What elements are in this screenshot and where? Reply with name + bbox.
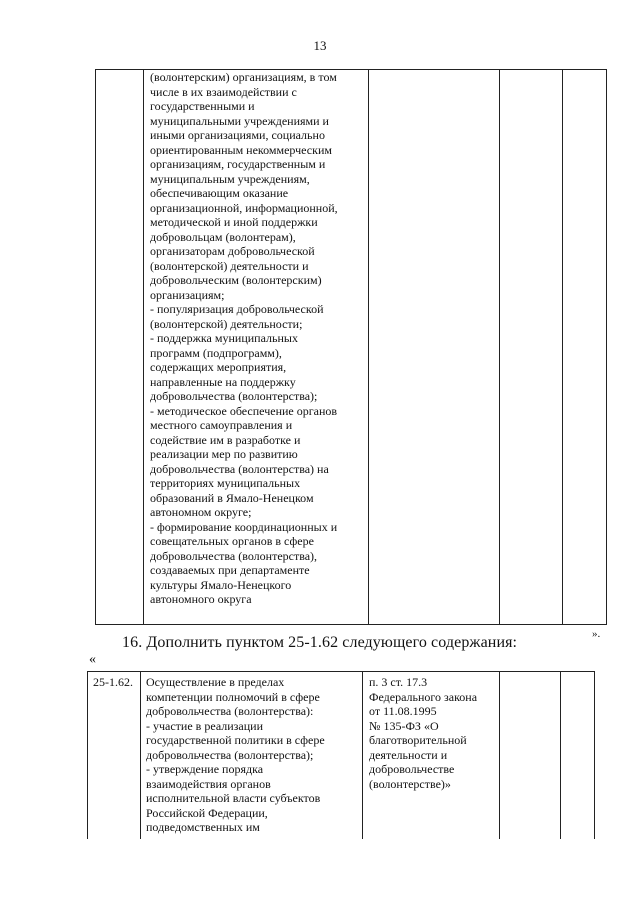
top-table-col-line-6: [606, 69, 607, 625]
instruction-heading: 16. Дополнить пунктом 25-1.62 следующего содержания:: [122, 634, 518, 651]
top-table-col-line-5: [562, 69, 563, 625]
bottom-table-col-line-6: [594, 671, 595, 839]
bottom-table-col-line-1: [87, 671, 88, 839]
top-table-col-line-4: [499, 69, 500, 625]
top-table-description: (волонтерским) организациям, в том числе в их взаимодействии с государственными и муниципальными учреждениями и иными организациями, социально ориентированным некоммерческим организациям, государственным и муниципальным учреждениям, обеспечивающим оказание организационной, информационной, методической и иной поддержки добровольцам (волонтерам), организаторам добровольческой (волонтерской) деятельности и добровольческим (волонтерским) организациям; - популяризация добровольческой (волонтерской) деятельности; - поддержка муниципальных программ (подпрограмм), содержащих мероприятия, направленные на поддержку добровольчества (волонтерства); - методическое обеспечение органов местного самоуправления и содействие им в разработке и реализации мер по развитию добровольчества (волонтерства) на территориях муниципальных образований в Ямало-Ненецком автономном округе; - формирование координационных и совещательных органов в сфере добровольчества (волонтерства), создаваемых при департаменте культуры Ямало-Ненецкого автономного округа: [150, 70, 338, 606]
page-number: 13: [313, 38, 327, 53]
bottom-table-top-border: [87, 671, 595, 672]
bottom-table-number: 25-1.62.: [93, 675, 133, 689]
bottom-table-col-line-5: [560, 671, 561, 839]
top-table-col-line-2: [143, 69, 144, 625]
opening-quote: «: [89, 652, 96, 667]
top-table-col-line-3: [368, 69, 369, 625]
bottom-table-col-line-2: [140, 671, 141, 839]
top-table-col-line-1: [95, 69, 96, 625]
closing-quote: ».: [592, 628, 601, 640]
bottom-table-col-line-3: [362, 671, 363, 839]
top-table-bottom-border: [95, 624, 607, 625]
bottom-table-description: Осуществление в пределах компетенции полномочий в сфере добровольчества (волонтерства): - участие в реализации государственной политики в сфере добровольчества (волонтерства); - утверждение порядка взаимодействия органов исполнительной власти субъектов Российской Федерации, подведомственных им: [146, 675, 325, 834]
bottom-table-legal-basis: п. 3 ст. 17.3 Федерального закона от 11.08.1995 № 135-ФЗ «О благотворительной деятельности и добровольчестве (волонтерстве)»: [369, 675, 478, 791]
bottom-table-col-line-4: [499, 671, 500, 839]
